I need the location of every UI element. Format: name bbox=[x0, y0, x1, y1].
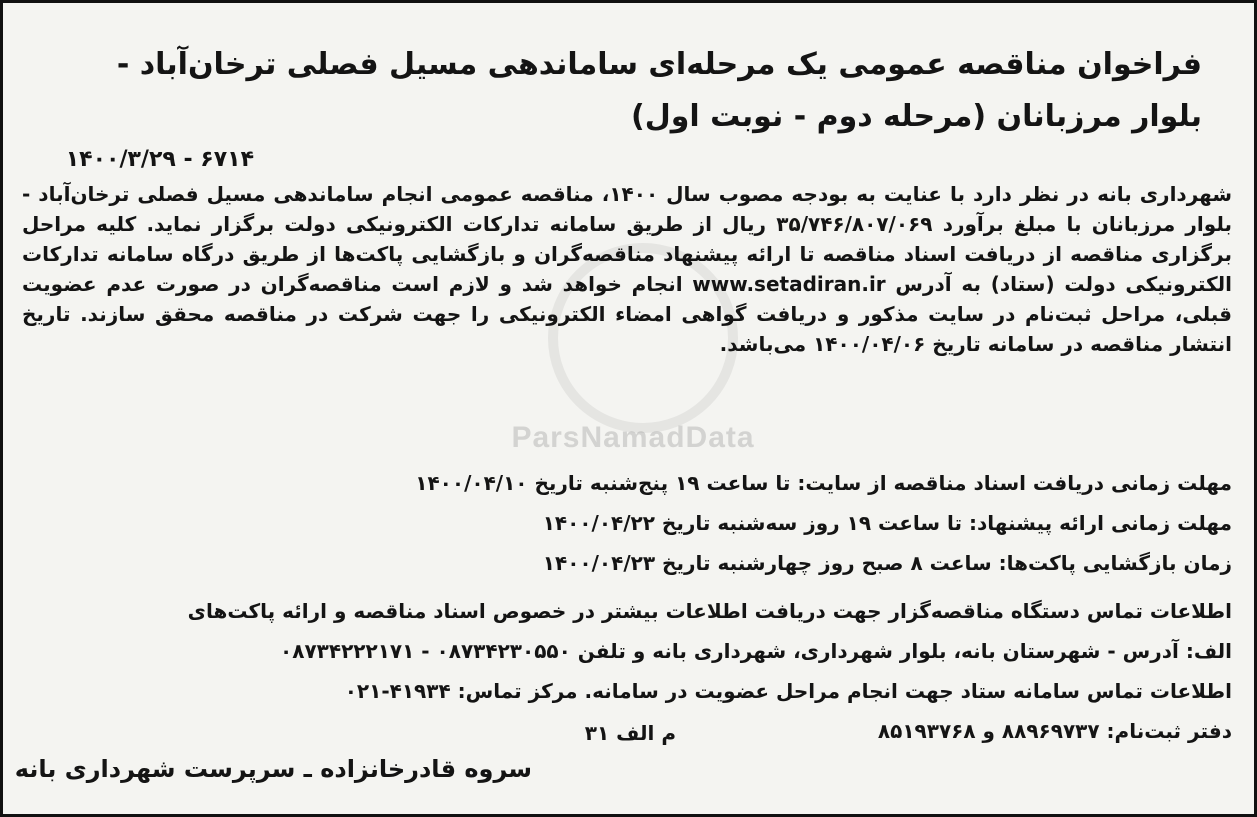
notice-code: م الف ۳۱ bbox=[584, 721, 676, 745]
notice-title: فراخوان مناقصه عمومی یک مرحله‌ای ساماندهی مسیل فصلی ترخان‌آباد - بلوار مرزبانان (مرحله دوم - نوبت اول) bbox=[116, 47, 1202, 134]
notice-body: شهرداری بانه در نظر دارد با عنایت به بودجه مصوب سال ۱۴۰۰، مناقصه عمومی انجام ساماندهی مسیل فصلی ترخان‌آباد - بلوار مرزبانان با مبلغ برآورد ۳۵/۷۴۶/۸۰۷/۰۶۹ ریال از طریق سامانه تدارکات الکترونیکی دولت برگزار نماید. کلیه مراحل برگزاری مناقصه از دریافت اسناد مناقصه تا ارائه پیشنهاد مناقصه‌گران و بازگشایی پاکت‌ها از طریق درگاه سامانه تدارکات الکترونیکی دولت (ستاد) به آدرس www.setadiran.ir انجام خواهد شد و لازم است مناقصه‌گران در صورت عدم عضویت قبلی، مراحل ثبت‌نام در سایت مذکور و دریافت گواهی امضاء الکترونیکی را جهت شرکت در مناقصه محقق سازند. تاریخ انتشار مناقصه در سامانه تاریخ ۱۴۰۰/۰۴/۰۶ می‌باشد. bbox=[22, 182, 1233, 356]
watermark-text: ParsNamadData bbox=[511, 421, 755, 454]
signature: سروه قادرخانزاده ـ سرپرست شهرداری بانه bbox=[14, 755, 532, 783]
setad-contact: اطلاعات تماس سامانه ستاد جهت انجام مراحل عضویت در سامانه. مرکز تماس: ۴۱۹۳۴-۰۲۱ bbox=[344, 679, 1232, 703]
address-line: الف: آدرس - شهرستان بانه، بلوار شهرداری، شهرداری بانه و تلفن ۰۸۷۳۴۲۳۰۵۵۰ - ۰۸۷۳۴۲۲۲۱۷۱ bbox=[280, 639, 1232, 663]
contact-info: اطلاعات تماس دستگاه مناقصه‌گزار جهت دریافت اطلاعات بیشتر در خصوص اسناد مناقصه و ارائه پاکت‌های bbox=[187, 599, 1232, 623]
deadline-proposal: مهلت زمانی ارائه پیشنهاد: تا ساعت ۱۹ روز سه‌شنبه تاریخ ۱۴۰۰/۰۴/۲۲ bbox=[542, 511, 1232, 535]
opening-time: زمان بازگشایی پاکت‌ها: ساعت ۸ صبح روز چهارشنبه تاریخ ۱۴۰۰/۰۴/۲۳ bbox=[542, 551, 1232, 575]
registration-office: دفتر ثبت‌نام: ۸۸۹۶۹۷۳۷ و ۸۵۱۹۳۷۶۸ bbox=[877, 719, 1232, 743]
deadline-documents: مهلت زمانی دریافت اسناد مناقصه از سایت: تا ساعت ۱۹ پنج‌شنبه تاریخ ۱۴۰۰/۰۴/۱۰ bbox=[415, 471, 1232, 495]
notice-reference: ۶۷۱۴ - ۱۴۰۰/۳/۲۹ bbox=[65, 147, 254, 172]
